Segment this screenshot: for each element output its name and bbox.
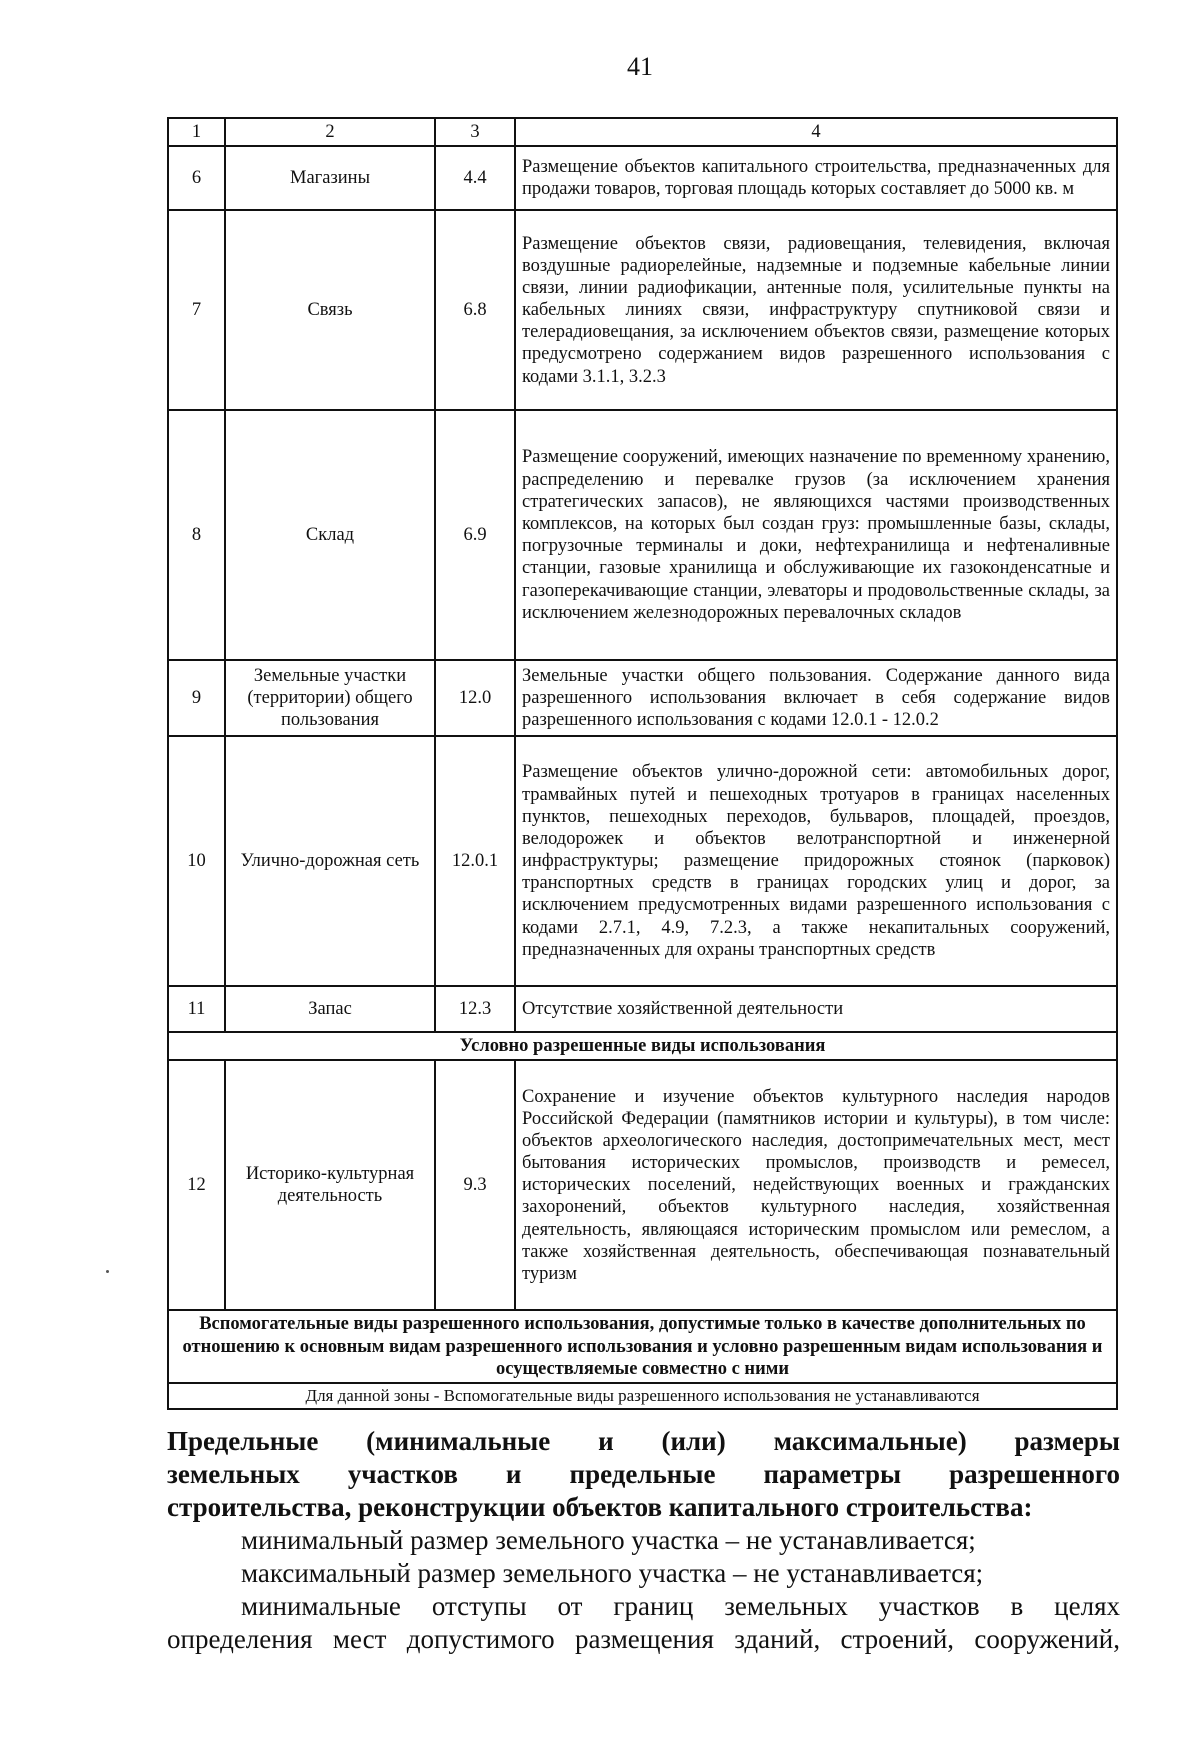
column-header: 4 [515, 118, 1117, 146]
use-type-name: Склад [225, 410, 435, 660]
auxiliary-uses-note: Для данной зоны - Вспомогательные виды разрешенного использования не устанавливаются [168, 1383, 1117, 1409]
limits-heading-line: Предельные (минимальные и (или) максимальные) размеры [167, 1426, 1120, 1456]
column-header: 3 [435, 118, 515, 146]
use-type-description: Отсутствие хозяйственной деятельности [515, 986, 1117, 1032]
row-number: 8 [168, 410, 225, 660]
page-number: 41 [627, 52, 653, 81]
conditional-uses-heading: Условно разрешенные виды использования [168, 1032, 1117, 1060]
use-type-description: Размещение объектов связи, радиовещания, телевидения, включая воздушные радиорелейные, надземные и подземные кабельные линии связи, линии радиофикации, антенные поля, усилительные пункты на кабельных линиях связи, инфраструктуру спутниковой связи и телерадиовещания, за исключением объектов связи, размещение которых предусмотрено содержанием видов разрешенного использования с кодами 3.1.1, 3.2.3 [515, 210, 1117, 410]
use-type-description: Размещение объектов капитального строительства, предназначенных для продажи товаров, торговая площадь которых составляет до 5000 кв. м [515, 146, 1117, 210]
row-number: 10 [168, 736, 225, 986]
table-row [168, 1060, 1117, 1310]
note-row [168, 1383, 1117, 1409]
use-type-name: Улично-дорожная сеть [225, 736, 435, 986]
table-header-row [168, 118, 1117, 146]
use-type-description: Сохранение и изучение объектов культурного наследия народов Российской Федерации (памятников истории и культуры), в том числе: объектов археологического наследия, достопримечательных мест, мест бытования исторических промыслов, производств и ремесел, исторических поселений, недействующих военных и гражданских захоронений, объектов культурного наследия, хозяйственная деятельность, являющаяся историческим промыслом или ремеслом, а также хозяйственная деятельность, обеспечивающая познавательный туризм [515, 1060, 1117, 1310]
use-type-description: Размещение сооружений, имеющих назначение по временному хранению, распределению и перевалке грузов (за исключением хранения стратегических запасов), не являющихся частями производственных комплексов, на которых был создан груз: промышленные базы, склады, погрузочные терминалы и доки, нефтехранилища и нефтеналивные станции, газовые хранилища и обслуживающие их газоконденсатные и газоперекачивающие станции, элеваторы и продовольственные склады, за исключением железнодорожных перевалочных складов [515, 410, 1117, 660]
row-number: 12 [168, 1060, 225, 1310]
column-header: 1 [168, 118, 225, 146]
row-number: 7 [168, 210, 225, 410]
limits-section [167, 1425, 1120, 1656]
section-heading-row [168, 1310, 1117, 1383]
use-type-name: Историко-культурная деятельность [225, 1060, 435, 1310]
setbacks-text-continued: определения мест допустимого размещения зданий, строений, сооружений, [167, 1624, 1120, 1654]
use-type-name: Связь [225, 210, 435, 410]
use-type-description: Размещение объектов улично-дорожной сети: автомобильных дорог, трамвайных путей и пешеходных тротуаров в границах населенных пунктов, пешеходных переходов, бульваров, площадей, проездов, велодорожек и объектов велотранспортной и инженерной инфраструктуры; размещение придорожных стоянок (парковок) транспортных средств в границах городских улиц и дорог, за исключением предусмотренных видами разрешенного использования с кодами 2.7.1, 4.9, 7.2.3, а также некапитальных сооружений, предназначенных для охраны транспортных средств [515, 736, 1117, 986]
table-row [168, 736, 1117, 986]
use-type-name: Запас [225, 986, 435, 1032]
table-row [168, 660, 1117, 736]
use-type-code: 9.3 [435, 1060, 515, 1310]
use-type-code: 12.0 [435, 660, 515, 736]
table-row [168, 410, 1117, 660]
use-type-code: 12.3 [435, 986, 515, 1032]
column-header: 2 [225, 118, 435, 146]
table-row [168, 210, 1117, 410]
setbacks-text: минимальные отступы от границ земельных участков в целях [241, 1591, 1120, 1621]
use-type-code: 4.4 [435, 146, 515, 210]
use-type-name: Магазины [225, 146, 435, 210]
row-number: 9 [168, 660, 225, 736]
use-type-code: 6.8 [435, 210, 515, 410]
max-plot-size-text: максимальный размер земельного участка – не устанавливается; [241, 1558, 984, 1588]
row-number: 6 [168, 146, 225, 210]
section-heading-row [168, 1032, 1117, 1060]
use-type-description: Земельные участки общего пользования. Содержание данного вида разрешенного использования включает в себя содержание видов разрешенного использования с кодами 12.0.1 - 12.0.2 [515, 660, 1117, 736]
limits-heading-line: земельных участков и предельные параметры разрешенного [167, 1459, 1120, 1489]
land-use-table [167, 117, 1118, 1410]
use-type-code: 12.0.1 [435, 736, 515, 986]
table-row [168, 146, 1117, 210]
scan-speck [106, 1270, 109, 1273]
limits-heading-line: строительства, реконструкции объектов капитального строительства: [167, 1492, 1033, 1522]
auxiliary-uses-heading: Вспомогательные виды разрешенного использования, допустимые только в качестве дополнительных по отношению к основным видам разрешенного использования и условно разрешенным видам использования и осуществляемые совместно с ними [168, 1310, 1117, 1383]
table-row [168, 986, 1117, 1032]
min-plot-size-text: минимальный размер земельного участка – не устанавливается; [241, 1525, 976, 1555]
row-number: 11 [168, 986, 225, 1032]
use-type-name: Земельные участки (территории) общего пользования [225, 660, 435, 736]
use-type-code: 6.9 [435, 410, 515, 660]
